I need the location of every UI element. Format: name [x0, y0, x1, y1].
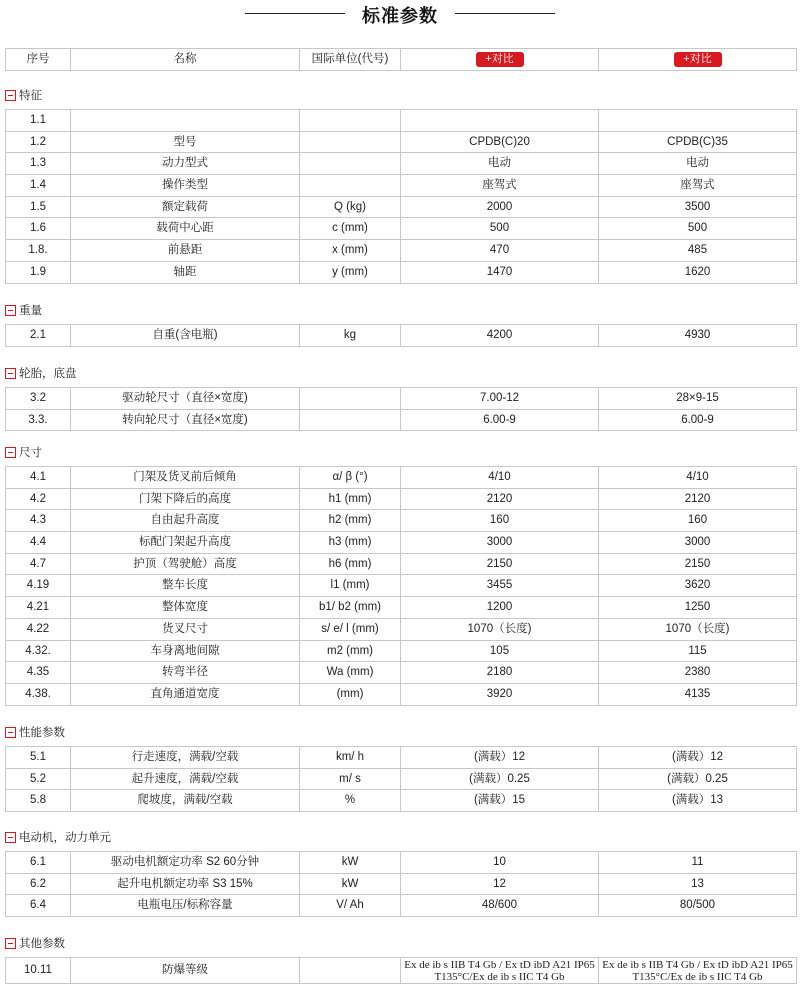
row-no: 6.2	[6, 873, 71, 895]
row-value-1: 500	[401, 218, 599, 240]
table-row	[6, 261, 797, 283]
section-header[interactable]	[5, 444, 42, 460]
row-name: 货叉尺寸	[71, 618, 300, 640]
compare-button-2[interactable]: +对比	[674, 52, 722, 67]
row-name: 门架及货叉前后倾角	[71, 467, 300, 489]
row-name: 转向轮尺寸（直径×宽度)	[71, 409, 300, 431]
row-unit: l1 (mm)	[300, 575, 401, 597]
row-value-2: 6.00-9	[599, 409, 797, 431]
header-name: 名称	[71, 49, 300, 71]
table-row	[6, 790, 797, 812]
header-row	[6, 49, 797, 71]
row-value-1	[401, 110, 599, 132]
row-value-2: 2120	[599, 488, 797, 510]
row-no: 6.1	[6, 852, 71, 874]
row-value-2: 1070（长度)	[599, 618, 797, 640]
row-no: 1.4	[6, 175, 71, 197]
row-unit: Q (kg)	[300, 196, 401, 218]
table-row	[6, 110, 797, 132]
table-row	[6, 467, 797, 489]
row-unit: %	[300, 790, 401, 812]
table-row	[6, 553, 797, 575]
row-name: 整体宽度	[71, 597, 300, 619]
collapse-minus-icon[interactable]	[5, 368, 16, 379]
row-name: 载荷中心距	[71, 218, 300, 240]
row-value-2	[599, 110, 797, 132]
row-name: 动力型式	[71, 153, 300, 175]
table-row	[6, 218, 797, 240]
row-unit: kg	[300, 325, 401, 347]
row-value-1: 2180	[401, 662, 599, 684]
row-value-1: 6.00-9	[401, 409, 599, 431]
collapse-minus-icon[interactable]	[5, 90, 16, 101]
row-unit	[300, 175, 401, 197]
row-no: 1.1	[6, 110, 71, 132]
spec-table	[5, 466, 797, 706]
row-value-2: 500	[599, 218, 797, 240]
row-name: 驱动电机额定功率 S2 60分钟	[71, 852, 300, 874]
table-row	[6, 388, 797, 410]
section-label: 重量	[19, 305, 42, 317]
row-unit	[300, 958, 401, 984]
row-value-2: 4135	[599, 683, 797, 705]
row-no: 1.3	[6, 153, 71, 175]
row-unit: y (mm)	[300, 261, 401, 283]
table-row	[6, 153, 797, 175]
row-name: 直角通道宽度	[71, 683, 300, 705]
row-value-2: CPDB(C)35	[599, 131, 797, 153]
row-value-1: 10	[401, 852, 599, 874]
row-no: 3.2	[6, 388, 71, 410]
spec-table	[5, 109, 797, 284]
header-compare-cell-1	[401, 49, 599, 71]
row-value-2: 3620	[599, 575, 797, 597]
table-row	[6, 618, 797, 640]
spec-table	[5, 957, 797, 984]
row-unit: c (mm)	[300, 218, 401, 240]
row-value-1: 2120	[401, 488, 599, 510]
row-unit: Wa (mm)	[300, 662, 401, 684]
row-unit	[300, 409, 401, 431]
row-no: 4.19	[6, 575, 71, 597]
row-no: 4.32.	[6, 640, 71, 662]
row-name: 驱动轮尺寸（直径×宽度)	[71, 388, 300, 410]
table-row	[6, 958, 797, 984]
section-header[interactable]	[5, 365, 77, 381]
table-row	[6, 873, 797, 895]
title-bar	[0, 0, 800, 28]
row-unit	[300, 110, 401, 132]
row-name: 操作类型	[71, 175, 300, 197]
table-row	[6, 131, 797, 153]
row-value-2: 2150	[599, 553, 797, 575]
section-label: 其他参数	[19, 938, 65, 950]
row-unit	[300, 131, 401, 153]
row-value-2: 80/500	[599, 895, 797, 917]
table-row	[6, 662, 797, 684]
row-name: 转弯半径	[71, 662, 300, 684]
row-value-2: 160	[599, 510, 797, 532]
row-no: 5.2	[6, 768, 71, 790]
row-unit: h1 (mm)	[300, 488, 401, 510]
row-no: 5.1	[6, 747, 71, 769]
table-row	[6, 575, 797, 597]
row-no: 10.11	[6, 958, 71, 984]
spec-table	[5, 746, 797, 812]
row-no: 6.4	[6, 895, 71, 917]
row-unit: kW	[300, 852, 401, 874]
row-no: 4.7	[6, 553, 71, 575]
row-unit: km/ h	[300, 747, 401, 769]
collapse-minus-icon[interactable]	[5, 938, 16, 949]
row-value-1: 电动	[401, 153, 599, 175]
row-unit: V/ Ah	[300, 895, 401, 917]
row-unit: h2 (mm)	[300, 510, 401, 532]
row-no: 4.2	[6, 488, 71, 510]
row-value-1: (满载）12	[401, 747, 599, 769]
row-name: 护顶（驾驶舱）高度	[71, 553, 300, 575]
page-title: 标准参数	[362, 6, 438, 26]
section-header[interactable]	[5, 87, 42, 103]
compare-button-1[interactable]: +对比	[476, 52, 524, 67]
row-value-2: 4/10	[599, 467, 797, 489]
row-unit	[300, 153, 401, 175]
row-value-2: 485	[599, 240, 797, 262]
row-unit: b1/ b2 (mm)	[300, 597, 401, 619]
section-label: 电动机，动力单元	[19, 832, 111, 844]
table-row	[6, 510, 797, 532]
table-row	[6, 240, 797, 262]
row-value-1: (满载）15	[401, 790, 599, 812]
row-value-2: 电动	[599, 153, 797, 175]
table-row	[6, 597, 797, 619]
row-value-1: 160	[401, 510, 599, 532]
table-row	[6, 488, 797, 510]
header-unit: 国际单位(代号)	[300, 49, 401, 71]
table-row	[6, 683, 797, 705]
row-value-1: 470	[401, 240, 599, 262]
table-row	[6, 532, 797, 554]
row-name	[71, 110, 300, 132]
title-divider-right	[455, 13, 555, 14]
table-row	[6, 409, 797, 431]
table-row	[6, 640, 797, 662]
row-no: 4.21	[6, 597, 71, 619]
table-row	[6, 895, 797, 917]
header-no: 序号	[6, 49, 71, 71]
row-value-1: 3000	[401, 532, 599, 554]
row-value-2: 1620	[599, 261, 797, 283]
row-unit: (mm)	[300, 683, 401, 705]
row-no: 2.1	[6, 325, 71, 347]
row-value-1: 7.00-12	[401, 388, 599, 410]
row-value-2: (满载）12	[599, 747, 797, 769]
row-unit: m2 (mm)	[300, 640, 401, 662]
row-no: 1.8.	[6, 240, 71, 262]
table-row	[6, 852, 797, 874]
spec-table	[5, 851, 797, 917]
row-value-1: 2000	[401, 196, 599, 218]
section-label: 轮胎，底盘	[19, 368, 77, 380]
row-value-2: (满载）0.25	[599, 768, 797, 790]
row-value-1: 座驾式	[401, 175, 599, 197]
table-row	[6, 768, 797, 790]
row-no: 5.8	[6, 790, 71, 812]
row-no: 4.35	[6, 662, 71, 684]
collapse-minus-icon[interactable]	[5, 832, 16, 843]
row-no: 1.5	[6, 196, 71, 218]
row-name: 防爆等级	[71, 958, 300, 984]
section-label: 性能参数	[19, 727, 65, 739]
section-header[interactable]	[5, 829, 111, 845]
row-value-2: 1250	[599, 597, 797, 619]
row-no: 4.38.	[6, 683, 71, 705]
row-value-2: 115	[599, 640, 797, 662]
row-unit: α/ β (°)	[300, 467, 401, 489]
row-value-1: 2150	[401, 553, 599, 575]
row-value-2: Ex de ib s IIB T4 Gb / Ex tD ibD A21 IP65 T135°C/Ex de ib s IIC T4 Gb	[599, 958, 797, 984]
row-value-2: 13	[599, 873, 797, 895]
row-no: 4.1	[6, 467, 71, 489]
table-row	[6, 175, 797, 197]
row-name: 电瓶电压/标称容量	[71, 895, 300, 917]
row-name: 前悬距	[71, 240, 300, 262]
row-name: 车身离地间隙	[71, 640, 300, 662]
table-row	[6, 747, 797, 769]
header-table	[5, 48, 797, 71]
spec-table	[5, 387, 797, 431]
row-name: 门架下降后的高度	[71, 488, 300, 510]
row-name: 行走速度，满载/空载	[71, 747, 300, 769]
row-name: 自重(含电瓶)	[71, 325, 300, 347]
row-name: 额定载荷	[71, 196, 300, 218]
table-row	[6, 325, 797, 347]
row-value-1: (满载）0.25	[401, 768, 599, 790]
row-value-2: 4930	[599, 325, 797, 347]
row-value-1: 3455	[401, 575, 599, 597]
row-no: 1.9	[6, 261, 71, 283]
row-value-2: 28×9-15	[599, 388, 797, 410]
row-value-1: 1200	[401, 597, 599, 619]
row-value-2: 3500	[599, 196, 797, 218]
row-value-2: 11	[599, 852, 797, 874]
row-unit: h6 (mm)	[300, 553, 401, 575]
row-no: 4.4	[6, 532, 71, 554]
section-label: 尺寸	[19, 447, 42, 459]
row-name: 自由起升高度	[71, 510, 300, 532]
collapse-minus-icon[interactable]	[5, 447, 16, 458]
collapse-minus-icon[interactable]	[5, 727, 16, 738]
row-name: 轴距	[71, 261, 300, 283]
section-header[interactable]	[5, 302, 42, 318]
row-name: 整车长度	[71, 575, 300, 597]
table-row	[6, 196, 797, 218]
row-name: 型号	[71, 131, 300, 153]
row-no: 4.22	[6, 618, 71, 640]
row-value-2: 座驾式	[599, 175, 797, 197]
row-value-2: (满载）13	[599, 790, 797, 812]
row-value-1: 105	[401, 640, 599, 662]
row-value-2: 3000	[599, 532, 797, 554]
row-unit: x (mm)	[300, 240, 401, 262]
section-header[interactable]	[5, 724, 65, 740]
row-unit: m/ s	[300, 768, 401, 790]
row-value-1: 12	[401, 873, 599, 895]
row-value-1: 1070（长度)	[401, 618, 599, 640]
row-value-1: 48/600	[401, 895, 599, 917]
section-header[interactable]	[5, 935, 65, 951]
row-value-1: 4200	[401, 325, 599, 347]
row-name: 爬坡度，满载/空载	[71, 790, 300, 812]
row-name: 起升速度，满载/空载	[71, 768, 300, 790]
row-value-1: Ex de ib s IIB T4 Gb / Ex tD ibD A21 IP65 T135°C/Ex de ib s IIC T4 Gb	[401, 958, 599, 984]
row-unit: h3 (mm)	[300, 532, 401, 554]
row-value-1: CPDB(C)20	[401, 131, 599, 153]
header-compare-cell-2	[599, 49, 797, 71]
row-name: 标配门架起升高度	[71, 532, 300, 554]
row-value-1: 1470	[401, 261, 599, 283]
section-label: 特征	[19, 90, 42, 102]
collapse-minus-icon[interactable]	[5, 305, 16, 316]
row-no: 1.6	[6, 218, 71, 240]
row-unit	[300, 388, 401, 410]
title-divider-left	[245, 13, 345, 14]
row-unit: s/ e/ l (mm)	[300, 618, 401, 640]
row-no: 3.3.	[6, 409, 71, 431]
row-name: 起升电机额定功率 S3 15%	[71, 873, 300, 895]
row-no: 1.2	[6, 131, 71, 153]
row-value-1: 4/10	[401, 467, 599, 489]
row-value-1: 3920	[401, 683, 599, 705]
row-unit: kW	[300, 873, 401, 895]
spec-table	[5, 324, 797, 347]
row-no: 4.3	[6, 510, 71, 532]
row-value-2: 2380	[599, 662, 797, 684]
